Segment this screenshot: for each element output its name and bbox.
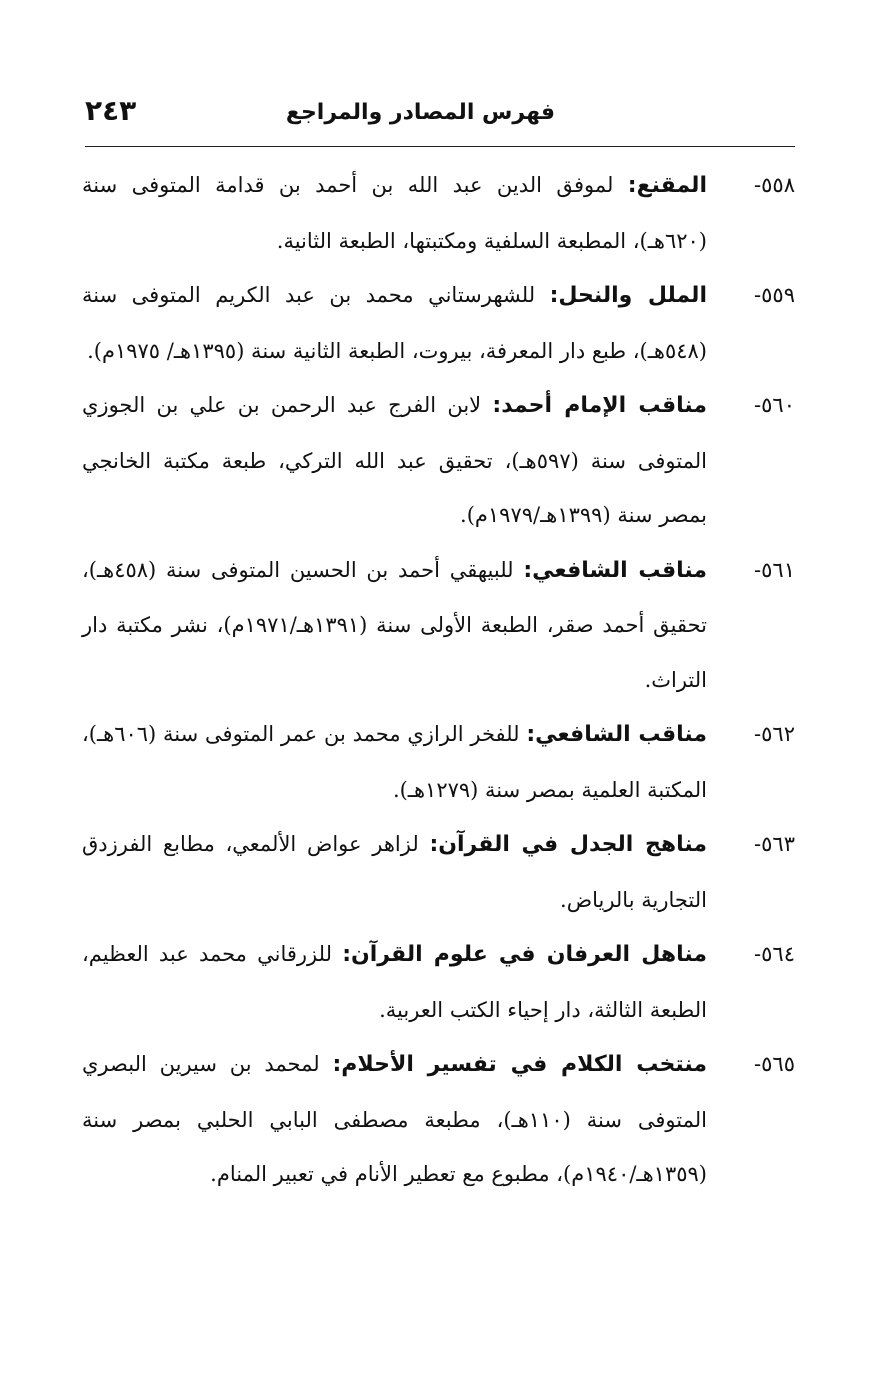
entry-number: ٥٦٠-	[754, 393, 795, 417]
bibliography-entry	[82, 707, 795, 817]
entry-title: مناقب الإمام أحمد:	[492, 393, 707, 418]
entry-body	[82, 1037, 707, 1202]
entry-text: للبيهقي أحمد بن الحسين المتوفى سنة (٤٥٨هـ)، تحقيق أحمد صقر، الطبعة الأولى سنة (١٣٩١هـ/١٩٧١م)، نشر مكتبة دار التراث.	[82, 557, 707, 692]
entry-text: للفخر الرازي محمد بن عمر المتوفى سنة (٦٠٦هـ)، المكتبة العلمية بمصر سنة (١٢٧٩هـ).	[82, 722, 707, 802]
running-header	[85, 92, 795, 144]
running-title: فهرس المصادر والمراجع	[285, 100, 555, 125]
entry-text: لابن الفرج عبد الرحمن بن علي بن الجوزي المتوفى سنة (٥٩٧هـ)، تحقيق عبد الله التركي، طبعة مكتبة الخانجي بمصر سنة (١٣٩٩هـ/١٩٧٩م).	[82, 393, 707, 527]
page-number: ٢٤٣	[85, 94, 137, 127]
entry-number: ٥٦٤-	[754, 942, 795, 966]
entry-body	[82, 543, 707, 708]
bibliography-entry	[82, 927, 795, 1037]
header-rule	[85, 146, 795, 147]
bibliography-entry	[82, 1037, 795, 1202]
entry-body	[82, 378, 707, 543]
entry-title: مناقب الشافعي:	[523, 557, 707, 583]
entry-body	[82, 707, 707, 817]
bibliography-entry	[82, 378, 795, 543]
entry-text: لمحمد بن سيرين البصري المتوفى سنة (١١٠هـ)، مطبعة مصطفى البابي الحلبي بمصر سنة (١٣٥٩هـ/١٩٤٠م)، مطبوع مع تعطير الأنام في تعبير المنام.	[82, 1052, 707, 1186]
entry-number: ٥٦٥-	[754, 1052, 795, 1076]
entry-text: للزرقاني محمد عبد العظيم، الطبعة الثالثة، دار إحياء الكتب العربية.	[82, 942, 707, 1022]
entry-title: مناهج الجدل في القرآن:	[429, 832, 707, 857]
bibliography-entry	[82, 268, 795, 378]
bibliography-entry	[82, 543, 795, 708]
entry-title: مناهل العرفان في علوم القرآن:	[342, 942, 708, 967]
entry-body	[82, 158, 707, 268]
entry-title: الملل والنحل:	[549, 283, 707, 308]
entry-title: المقنع:	[627, 173, 707, 198]
entry-body	[82, 268, 707, 378]
bibliography-entry	[82, 817, 795, 927]
entry-text: لزاهر عواض الألمعي، مطابع الفرزدق التجارية بالرياض.	[82, 832, 707, 912]
entry-title: مناقب الشافعي:	[526, 722, 707, 747]
entry-body	[82, 817, 707, 927]
entry-title: منتخب الكلام في تفسير الأحلام:	[332, 1052, 707, 1077]
entry-number: ٥٥٩-	[754, 283, 795, 307]
entry-body	[82, 927, 707, 1037]
entry-number: ٥٦٣-	[754, 832, 795, 856]
entry-number: ٥٦١-	[754, 557, 795, 582]
entry-text: لموفق الدين عبد الله بن أحمد بن قدامة المتوفى سنة (٦٢٠هـ)، المطبعة السلفية ومكتبتها، الطبعة الثانية.	[82, 173, 707, 253]
entry-text: للشهرستاني محمد بن عبد الكريم المتوفى سنة (٥٤٨هـ)، طبع دار المعرفة، بيروت، الطبعة الثانية سنة (١٣٩٥هـ/ ١٩٧٥م).	[82, 283, 707, 363]
bibliography-list	[82, 158, 795, 1202]
bibliography-entry	[82, 158, 795, 268]
entry-number: ٥٥٨-	[754, 173, 795, 197]
entry-number: ٥٦٢-	[754, 722, 795, 746]
